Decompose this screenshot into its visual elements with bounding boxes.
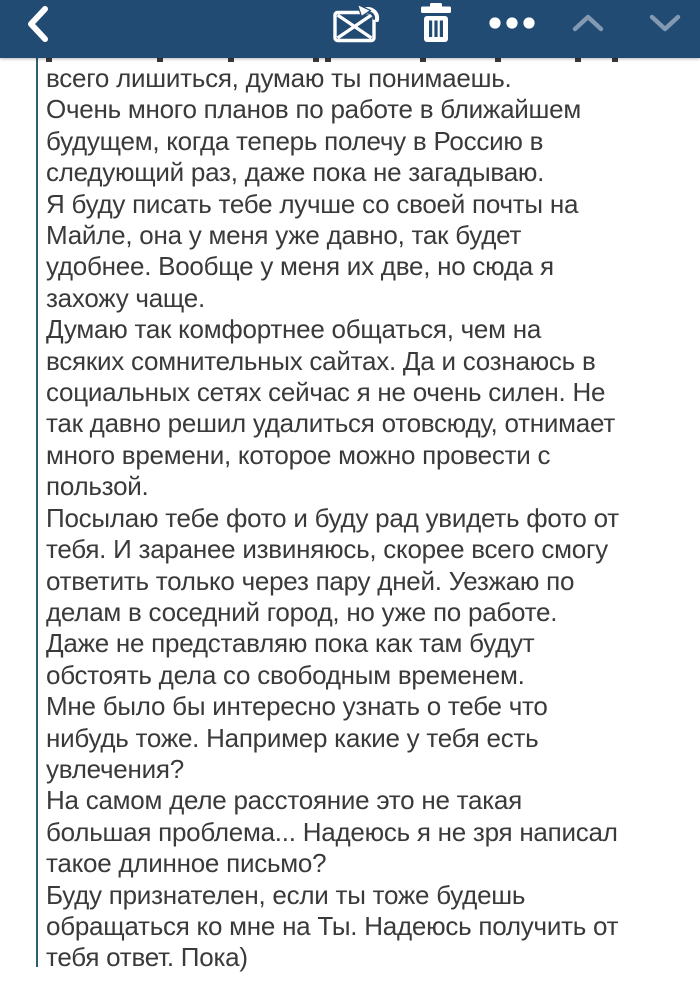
previous-message-button[interactable] xyxy=(570,1,606,45)
message-line: делам в соседний город, но уже по работе. xyxy=(46,596,558,627)
back-chevron-icon xyxy=(25,5,51,43)
message-line: Я буду писать тебе лучше со своей почты на xyxy=(46,188,579,219)
message-line: увлечения? xyxy=(46,753,184,784)
more-options-button[interactable] xyxy=(486,1,538,45)
message-line: удобнее. Вообще у меня их две, но сюда я xyxy=(46,251,554,282)
message-line: всего лишиться, думаю ты понимаешь. xyxy=(46,63,512,93)
spam-button[interactable] xyxy=(333,1,381,45)
chevron-up-icon xyxy=(571,12,605,34)
message-line: Посылаю тебе фото и буду рад увидеть фото от xyxy=(46,502,619,533)
message-line: На самом деле расстояние это не такая xyxy=(46,785,522,816)
message-line: такое длинное письмо? xyxy=(46,848,327,879)
message-line: Думаю так комфортнее общаться, чем на xyxy=(46,314,542,345)
message-line: большая проблема... Надеюсь я не зря написал xyxy=(46,816,618,847)
message-body[interactable] xyxy=(46,58,686,983)
trash-icon xyxy=(418,3,454,43)
message-line: так давно решил удалиться отовсюду, отнимает xyxy=(46,408,616,439)
message-line: пользой. xyxy=(46,471,149,502)
quote-bar xyxy=(36,58,38,967)
message-line: Даже не представляю пока как там будут xyxy=(46,628,535,659)
back-button[interactable] xyxy=(18,2,58,46)
next-message-button[interactable] xyxy=(647,1,683,45)
message-line: обращаться ко мне на Ты. Надеюсь получить от xyxy=(46,910,619,941)
message-line: тебя ответ. Пока) xyxy=(46,942,248,973)
message-line: всяких сомнительных сайтах. Да и сознаюсь в xyxy=(46,345,596,376)
message-line: Буду признателен, если ты тоже будешь xyxy=(46,879,526,910)
message-line: обстоять дела со свободным временем. xyxy=(46,659,525,690)
mail-spam-icon xyxy=(333,2,381,44)
message-line: тебя. И заранее извиняюсь, скорее всего смогу xyxy=(46,534,608,565)
message-line: социальных сетях сейчас я не очень силен. Не xyxy=(46,377,606,408)
message-line: следующий раз, даже пока не загадываю. xyxy=(46,157,545,188)
message-line: будущем, когда теперь полечу в Россию в xyxy=(46,125,544,156)
message-line: захожу чаще. xyxy=(46,282,205,313)
message-line: Майле, она у меня уже давно, так будет xyxy=(46,220,522,251)
message-line: Очень много планов по работе в ближайшем xyxy=(46,94,581,125)
message-line: нибудь тоже. Например какие у тебя есть xyxy=(46,722,539,753)
chevron-down-icon xyxy=(648,12,682,34)
message-line: много времени, которое можно провести с xyxy=(46,439,551,470)
delete-button[interactable] xyxy=(415,1,457,45)
message-line: ответить только через пару дней. Уезжаю по xyxy=(46,565,575,596)
more-dots-icon xyxy=(488,16,536,30)
message-line: Мне было бы интересно узнать о тебе что xyxy=(46,691,548,722)
app-bar xyxy=(0,0,700,58)
